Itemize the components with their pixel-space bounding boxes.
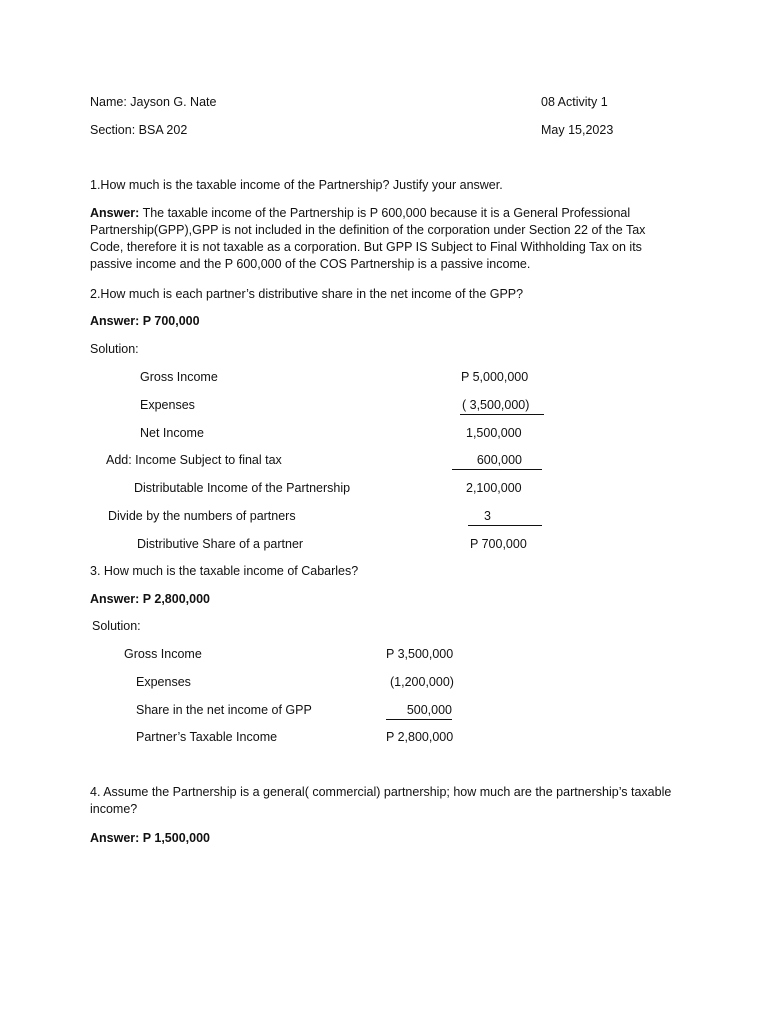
question-4: 4. Assume the Partnership is a general( commercial) partnership; how much are the partnership’s taxable income? — [90, 785, 672, 816]
q2-row-value: 600,000 — [452, 452, 542, 470]
q2-row-value: 1,500,000 — [466, 426, 522, 440]
question-3: 3. How much is the taxable income of Cabarles? — [90, 564, 359, 578]
activity-title: 08 Activity 1 — [541, 95, 608, 109]
answer-1-label: Answer: — [90, 206, 140, 220]
q3-row-label: Expenses — [136, 675, 191, 689]
q2-row-value: ( 3,500,000) — [460, 397, 544, 415]
answer-2: Answer: P 700,000 — [90, 314, 200, 328]
solution-2-label: Solution: — [90, 342, 139, 356]
student-section: Section: BSA 202 — [90, 123, 188, 137]
student-name: Name: Jayson G. Nate — [90, 95, 217, 109]
q2-row-label: Expenses — [140, 398, 195, 412]
q2-row-label: Divide by the numbers of partners — [108, 509, 296, 523]
solution-3-label: Solution: — [92, 619, 141, 633]
submission-date: May 15,2023 — [541, 123, 614, 137]
q2-row-label: Net Income — [140, 426, 204, 440]
q3-row-label: Partner’s Taxable Income — [136, 730, 278, 744]
q3-row-label: Share in the net income of GPP — [136, 703, 312, 717]
answer-3: Answer: P 2,800,000 — [90, 592, 210, 606]
answer-1 — [90, 205, 680, 273]
q2-row-value: P 5,000,000 — [461, 370, 529, 384]
q3-row-value: P 3,500,000 — [386, 647, 454, 661]
question-2: 2.How much is each partner’s distributive share in the net income of the GPP? — [90, 287, 524, 301]
q2-row-value: P 700,000 — [470, 537, 527, 551]
q3-row-label: Gross Income — [124, 647, 202, 661]
q2-row-label: Gross Income — [140, 370, 218, 384]
question-1: 1.How much is the taxable income of the Partnership? Justify your answer. — [90, 178, 503, 192]
q2-row-label: Distributable Income of the Partnership — [134, 481, 351, 495]
q2-row-value: 2,100,000 — [466, 481, 522, 495]
q3-row-value: P 2,800,000 — [386, 730, 454, 744]
answer-1-text: The taxable income of the Partnership is P 600,000 because it is a General Professional Partnership(GPP),GPP is not included in the definition of the corporation under Section 22 of the Tax Code, therefore it is not taxable as a corporation. But GPP IS Subject to Final Withholding Tax on its passive income and the P 600,000 of the COS Partnership is a passive income. — [90, 206, 646, 271]
q3-row-value: 500,000 — [386, 702, 452, 720]
q2-row-value: 3 — [468, 508, 542, 526]
q3-row-value: (1,200,000) — [390, 675, 454, 689]
answer-4: Answer: P 1,500,000 — [90, 831, 210, 845]
q2-row-label: Distributive Share of a partner — [137, 537, 304, 551]
q2-row-label: Add: Income Subject to final tax — [106, 453, 282, 467]
